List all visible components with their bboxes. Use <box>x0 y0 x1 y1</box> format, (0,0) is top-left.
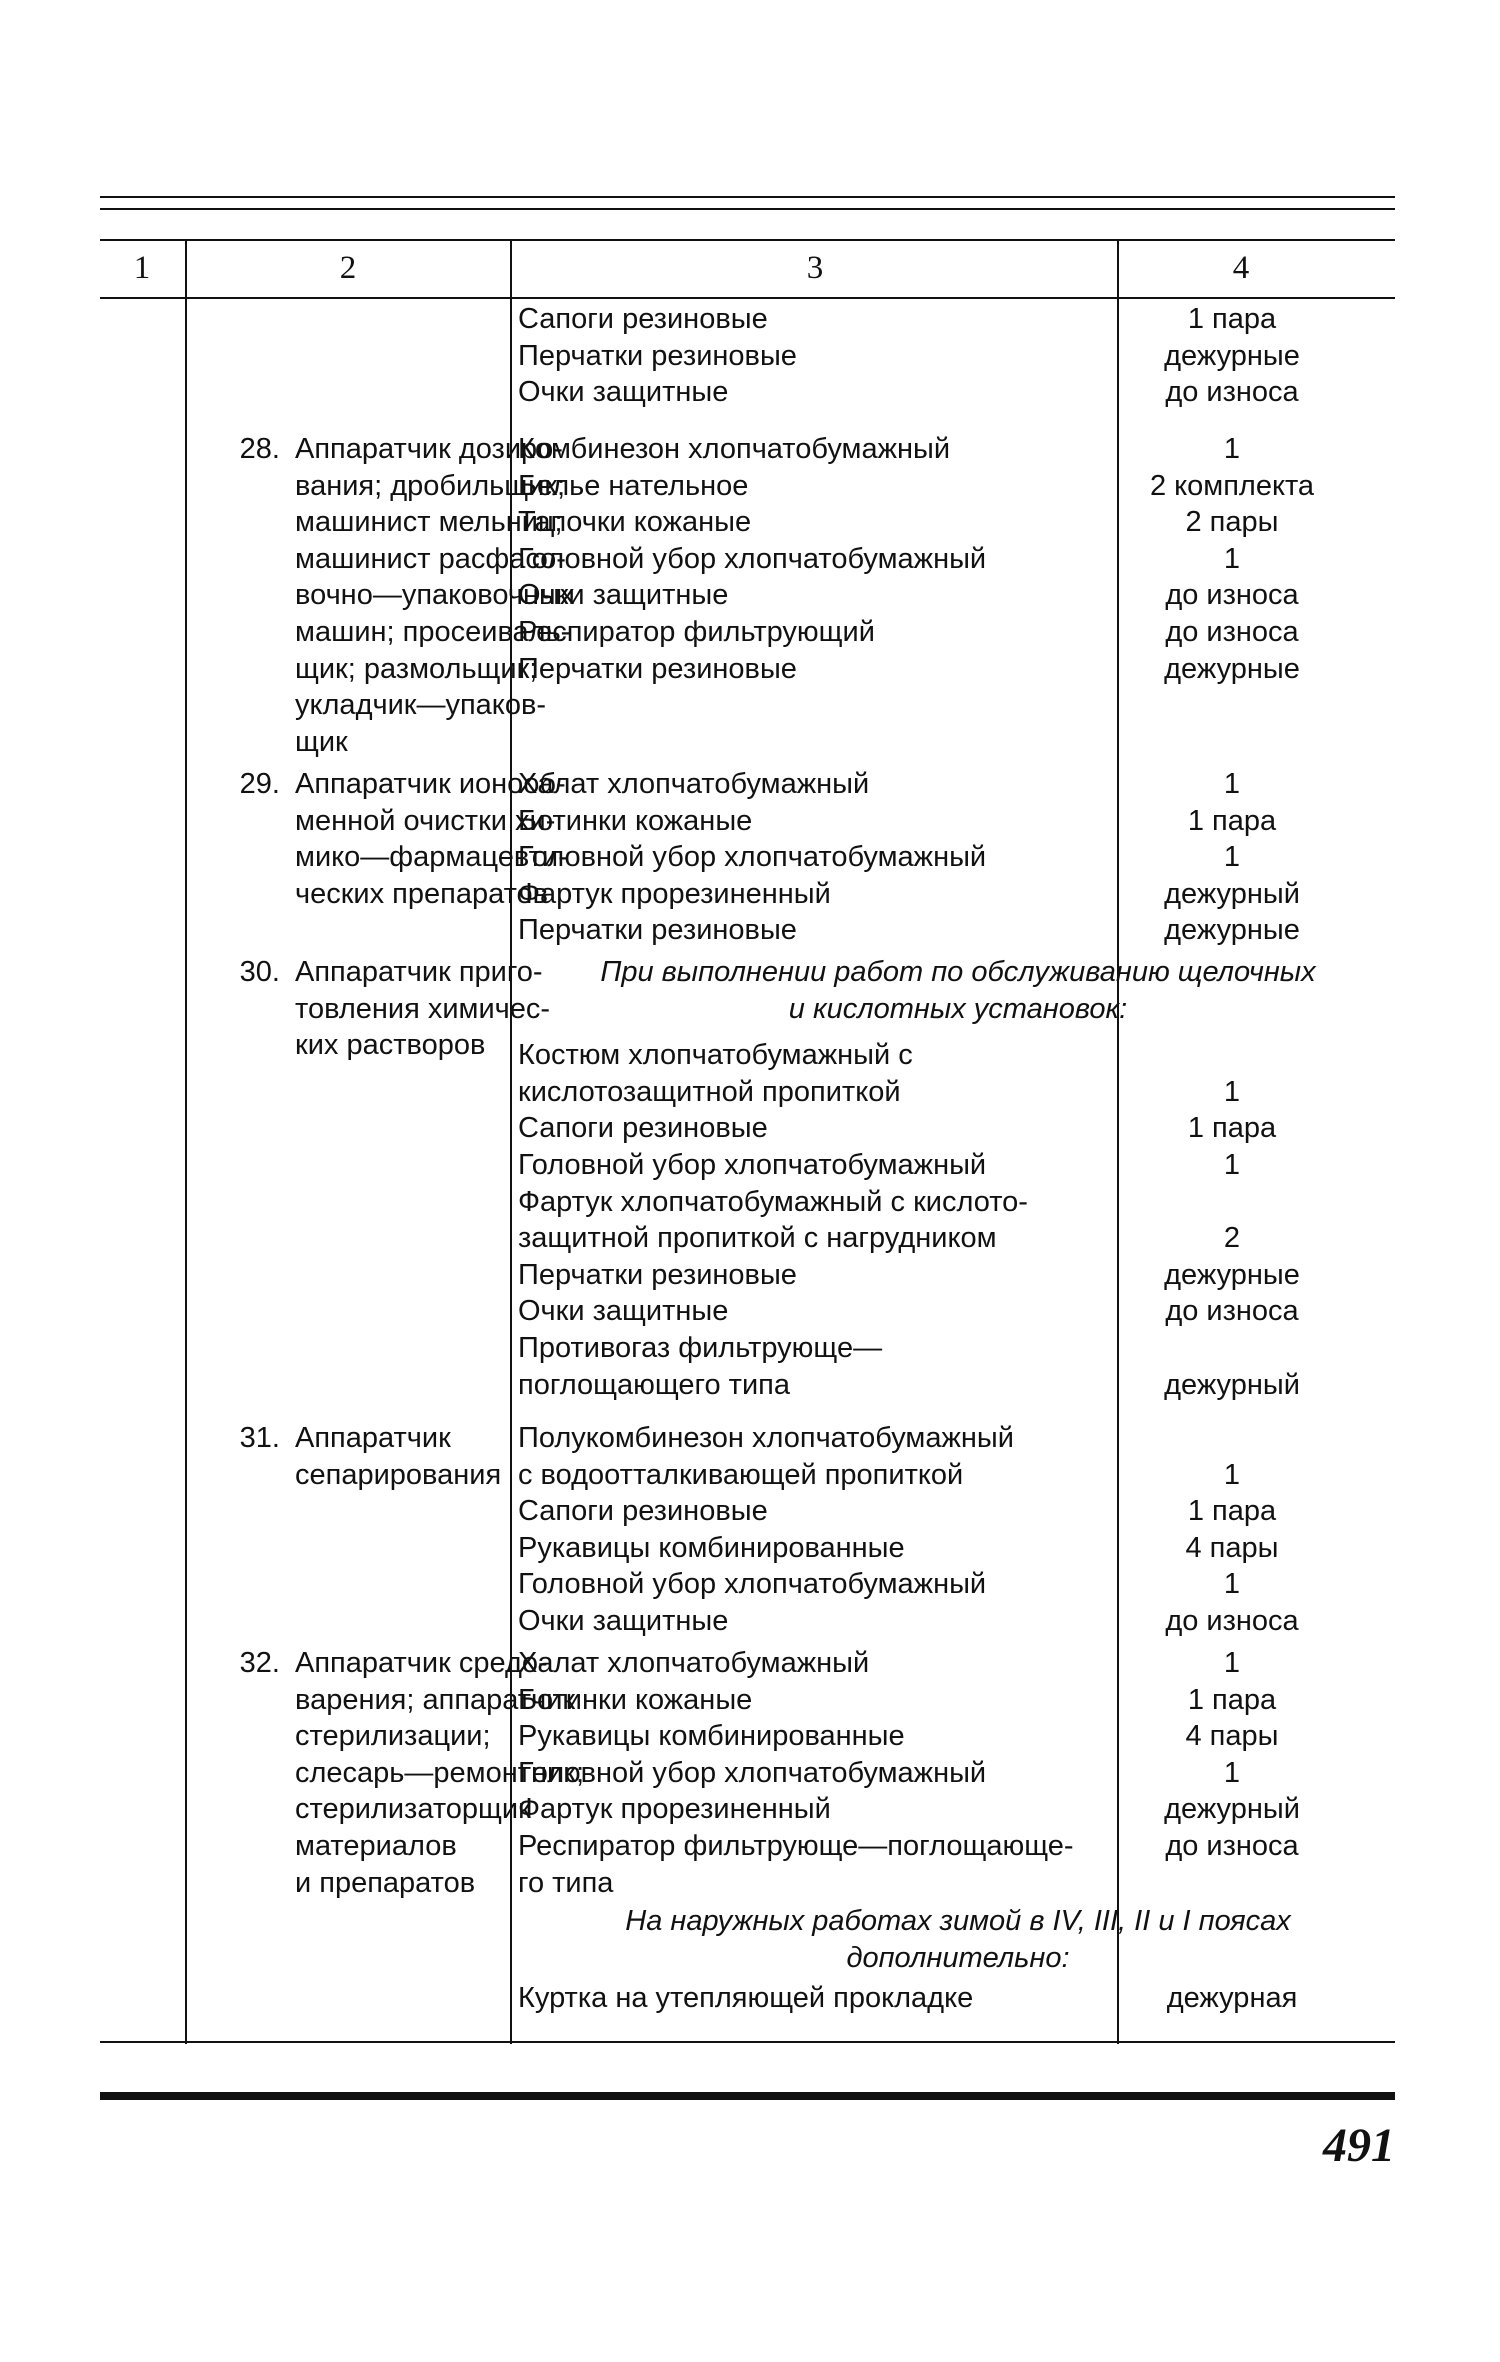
header-col-4: 4 <box>1232 250 1250 286</box>
item-name: Комбинезон хлопчатобумажный <box>518 433 951 465</box>
item-quantity: дежурный <box>1164 877 1300 910</box>
table-bottom-border <box>100 2041 1395 2043</box>
profession-line: щик <box>295 725 348 758</box>
item-quantity: 1 <box>1223 433 1241 465</box>
item-name: Респиратор фильтрующий <box>518 616 875 648</box>
item-quantity: 1 <box>1223 1756 1241 1789</box>
item-quantity: 1 <box>1223 1458 1241 1491</box>
item-name: Перчатки резиновые <box>518 1258 797 1291</box>
item-quantity <box>1117 1420 1347 1457</box>
profession-line: машин; просеиваль- <box>295 616 571 648</box>
table-header-row <box>100 239 1395 299</box>
item-name: Респиратор фильтрующе—поглощающе- <box>518 1830 1074 1862</box>
top-double-rule-upper <box>100 196 1395 198</box>
item-quantity: 1 пара <box>1187 804 1277 837</box>
profession-line: ких растворов <box>295 1029 486 1062</box>
profession-line: варения; аппаратчик <box>295 1683 576 1716</box>
profession-line: машинист мельниц; <box>295 506 563 539</box>
profession-line: слесарь—ремонтник; <box>295 1756 584 1789</box>
item-name: Головной убор хлопчатобумажный <box>518 1568 987 1601</box>
item-quantity: 1 пара <box>1187 303 1277 335</box>
profession-line: укладчик—упаков- <box>295 689 547 722</box>
item-quantity: дежурные <box>1164 339 1300 372</box>
item-name: Халат хлопчатобумажный <box>518 768 870 800</box>
section-note: дополнительно: <box>846 1941 1070 1974</box>
item-quantity <box>1117 1865 1347 1902</box>
item-quantity: 1 <box>1223 542 1241 575</box>
header-col-2: 2 <box>339 250 357 286</box>
item-name: Ботинки кожаные <box>518 804 753 837</box>
item-name: Очки защитные <box>518 376 729 409</box>
header-col-3: 3 <box>806 250 824 286</box>
item-name: Перчатки резиновые <box>518 914 797 947</box>
item-name: Белье нательное <box>518 469 749 502</box>
item-name: Перчатки резиновые <box>518 339 797 372</box>
item-quantity: до износа <box>1165 616 1299 648</box>
column-divider-1 <box>185 239 187 2044</box>
item-name: Очки защитные <box>518 1295 729 1328</box>
item-name: Очки защитные <box>518 579 729 612</box>
item-quantity: до износа <box>1165 1605 1299 1637</box>
item-quantity: 1 <box>1223 1075 1241 1108</box>
item-name: Ботинки кожаные <box>518 1683 753 1716</box>
item-name: Полукомбинезон хлопчатобумажный <box>518 1422 1014 1454</box>
profession-line: щик; размольщик; <box>295 652 538 685</box>
profession-line: Аппаратчик <box>295 1422 451 1454</box>
profession-line: машинист расфасо- <box>295 542 566 575</box>
item-name: с водоотталкивающей пропиткой <box>518 1458 964 1491</box>
item-name: Фартук прорезиненный <box>518 1793 831 1826</box>
top-double-rule-lower <box>100 208 1395 210</box>
item-quantity: до износа <box>1165 376 1299 409</box>
item-quantity: 1 <box>1223 1568 1241 1601</box>
item-quantity: 1 <box>1223 841 1241 874</box>
entry-number: 30. <box>239 956 280 988</box>
item-name: Сапоги резиновые <box>518 1112 768 1145</box>
profession-line: стерилизации; <box>295 1720 491 1753</box>
profession-line: материалов <box>295 1830 457 1862</box>
profession-line: ческих препаратов <box>295 877 549 910</box>
item-quantity: 1 <box>1223 1149 1241 1181</box>
item-quantity: дежурная <box>1166 1982 1298 2015</box>
profession-line: сепарирования <box>295 1458 502 1491</box>
item-quantity: 4 пары <box>1185 1531 1279 1564</box>
item-quantity: 1 пара <box>1187 1683 1277 1716</box>
item-name: Сапоги резиновые <box>518 303 768 335</box>
item-name: Очки защитные <box>518 1605 729 1637</box>
entry-number: 28. <box>239 433 280 465</box>
profession-line: Аппаратчик ионооб- <box>295 768 566 800</box>
item-name: Куртка на утепляющей прокладке <box>518 1982 974 2015</box>
profession-line: менной очистки хи- <box>295 804 556 837</box>
item-quantity: 1 пара <box>1187 1495 1277 1528</box>
profession-line: Аппаратчик дозиро- <box>295 433 563 465</box>
item-name: Головной убор хлопчатобумажный <box>518 542 987 575</box>
item-quantity: 2 пары <box>1185 506 1279 539</box>
item-name: Тапочки кожаные <box>518 506 752 539</box>
item-name: Головной убор хлопчатобумажный <box>518 1756 987 1789</box>
item-quantity: 4 пары <box>1185 1720 1279 1753</box>
item-name: Костюм хлопчатобумажный с <box>518 1039 913 1072</box>
item-name: Перчатки резиновые <box>518 652 797 685</box>
profession-line: и препаратов <box>295 1866 476 1899</box>
profession-line: товления химичес- <box>295 992 551 1025</box>
section-note: При выполнении работ по обслуживанию щелочных <box>600 956 1316 988</box>
profession-line: Аппаратчик средо- <box>295 1647 548 1679</box>
item-name: Халат хлопчатобумажный <box>518 1647 870 1679</box>
item-name: Сапоги резиновые <box>518 1495 768 1528</box>
item-quantity: до износа <box>1165 579 1299 612</box>
item-quantity: дежурный <box>1164 1368 1300 1401</box>
entry-number: 32. <box>239 1647 280 1679</box>
entry-number: 29. <box>239 768 280 800</box>
section-note: На наружных работах зимой в IV, III, II и I поясах <box>625 1905 1291 1938</box>
section-note: и кислотных установок: <box>788 992 1128 1025</box>
profession-line: вочно—упаковочных <box>295 579 575 612</box>
item-name: Рукавицы комбинированные <box>518 1531 905 1564</box>
item-quantity: до износа <box>1165 1830 1299 1862</box>
item-quantity: дежурные <box>1164 1258 1300 1291</box>
item-name: го типа <box>518 1866 614 1899</box>
item-quantity: 1 <box>1223 1647 1241 1679</box>
item-name: Фартук хлопчатобумажный с кислото- <box>518 1185 1028 1218</box>
header-col-1: 1 <box>133 250 151 286</box>
item-quantity: 2 <box>1223 1222 1241 1255</box>
item-quantity: 2 комплекта <box>1149 469 1315 502</box>
item-quantity: 1 пара <box>1187 1112 1277 1145</box>
item-quantity <box>1117 1037 1347 1074</box>
item-quantity: 1 <box>1223 768 1241 800</box>
item-name: Противогаз фильтрующе— <box>518 1332 883 1364</box>
profession-line: мико—фармацевти- <box>295 841 568 874</box>
item-name: кислотозащитной пропиткой <box>518 1075 901 1108</box>
item-quantity: дежурные <box>1164 914 1300 947</box>
item-name: защитной пропиткой с нагрудником <box>518 1222 997 1255</box>
entry-number: 31. <box>239 1422 280 1454</box>
profession-line: вания; дробильщик; <box>295 469 566 502</box>
item-name: Головной убор хлопчатобумажный <box>518 1149 987 1181</box>
item-name: Фартук прорезиненный <box>518 877 831 910</box>
item-name: Рукавицы комбинированные <box>518 1720 905 1753</box>
page-number: 491 <box>1323 2119 1395 2172</box>
item-quantity: дежурный <box>1164 1793 1300 1826</box>
item-quantity <box>1117 1330 1347 1367</box>
item-quantity <box>1117 1184 1347 1221</box>
profession-line: стерилизаторщик <box>295 1793 531 1826</box>
item-quantity: дежурные <box>1164 652 1300 685</box>
footer-thick-rule <box>100 2092 1395 2100</box>
item-name: поглощающего типа <box>518 1368 790 1401</box>
item-quantity: до износа <box>1165 1295 1299 1328</box>
item-name: Головной убор хлопчатобумажный <box>518 841 987 874</box>
profession-line: Аппаратчик приго- <box>295 956 543 988</box>
